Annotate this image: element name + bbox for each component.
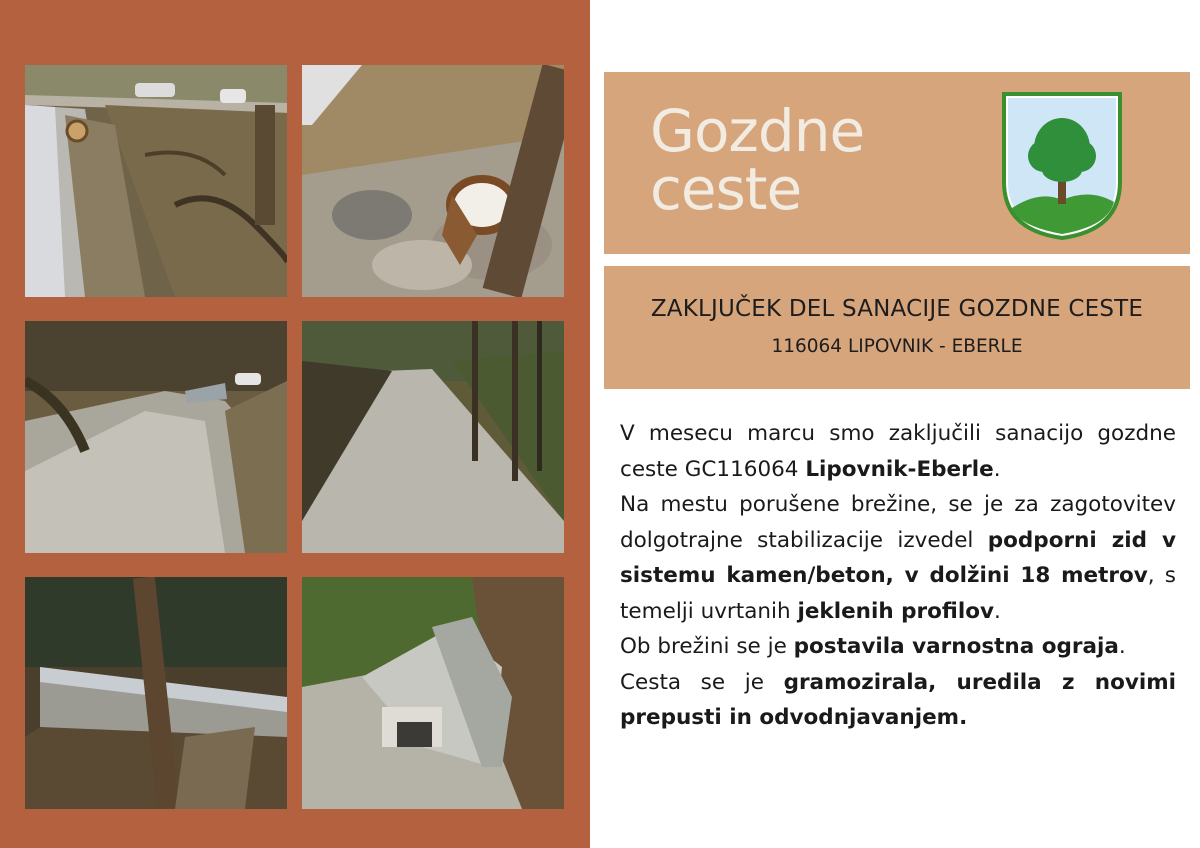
p1-text: V mesecu marcu smo zaključili sanacijo gozdne ceste GC116064 — [620, 421, 1176, 482]
p3-bold: postavila varnostna ograja — [793, 634, 1119, 659]
paragraph-1 — [620, 416, 1176, 487]
p1-bold: Lipovnik-Eberle — [805, 456, 994, 482]
article-body — [620, 416, 1176, 736]
photo-culvert — [302, 577, 564, 809]
paragraph-4 — [620, 665, 1176, 736]
photo-retaining-wall-pipe — [25, 65, 287, 297]
photo-gravel-road-uphill — [302, 321, 564, 553]
p4-text: Cesta se je — [620, 669, 784, 695]
paragraph-2 — [620, 487, 1176, 629]
p2-bold-a: podporni zid v sistemu kamen/beton, v dolžini 18 metrov — [620, 527, 1176, 588]
photo-panel — [0, 0, 590, 848]
p2-text-b: , s temelji uvrtanih — [620, 563, 1177, 624]
paragraph-3 — [620, 629, 1176, 665]
municipality-crest-tree-icon — [1000, 90, 1124, 240]
p3-end: . — [1118, 634, 1126, 659]
title-line-1: Gozdne — [650, 97, 865, 165]
subtitle-banner — [604, 266, 1190, 389]
subtitle-heading: ZAKLJUČEK DEL SANACIJE GOZDNE CESTE — [650, 296, 1144, 322]
header-banner — [604, 72, 1190, 254]
p2-bold-b: jeklenih profilov — [797, 598, 994, 624]
subtitle-road-id: 116064 LIPOVNIK - EBERLE — [771, 336, 1023, 357]
p2-end: . — [993, 598, 1001, 624]
photo-pipe-outlet — [302, 65, 564, 297]
p2-text-a: Na mestu porušene brežine, se je za zagotovitev dolgotrajne stabilizacije izvedel — [620, 492, 1176, 553]
photo-wall-guardrail — [25, 577, 287, 809]
page-title — [650, 97, 865, 223]
p3-text: Ob brežini se je — [620, 634, 794, 659]
p1-end: . — [993, 456, 1001, 482]
p4-bold: gramozirala, uredila z novimi prepusti in odvodnjavanjem. — [620, 669, 1176, 730]
title-line-2: ceste — [650, 155, 802, 223]
photo-gravel-road-curve — [25, 321, 287, 553]
